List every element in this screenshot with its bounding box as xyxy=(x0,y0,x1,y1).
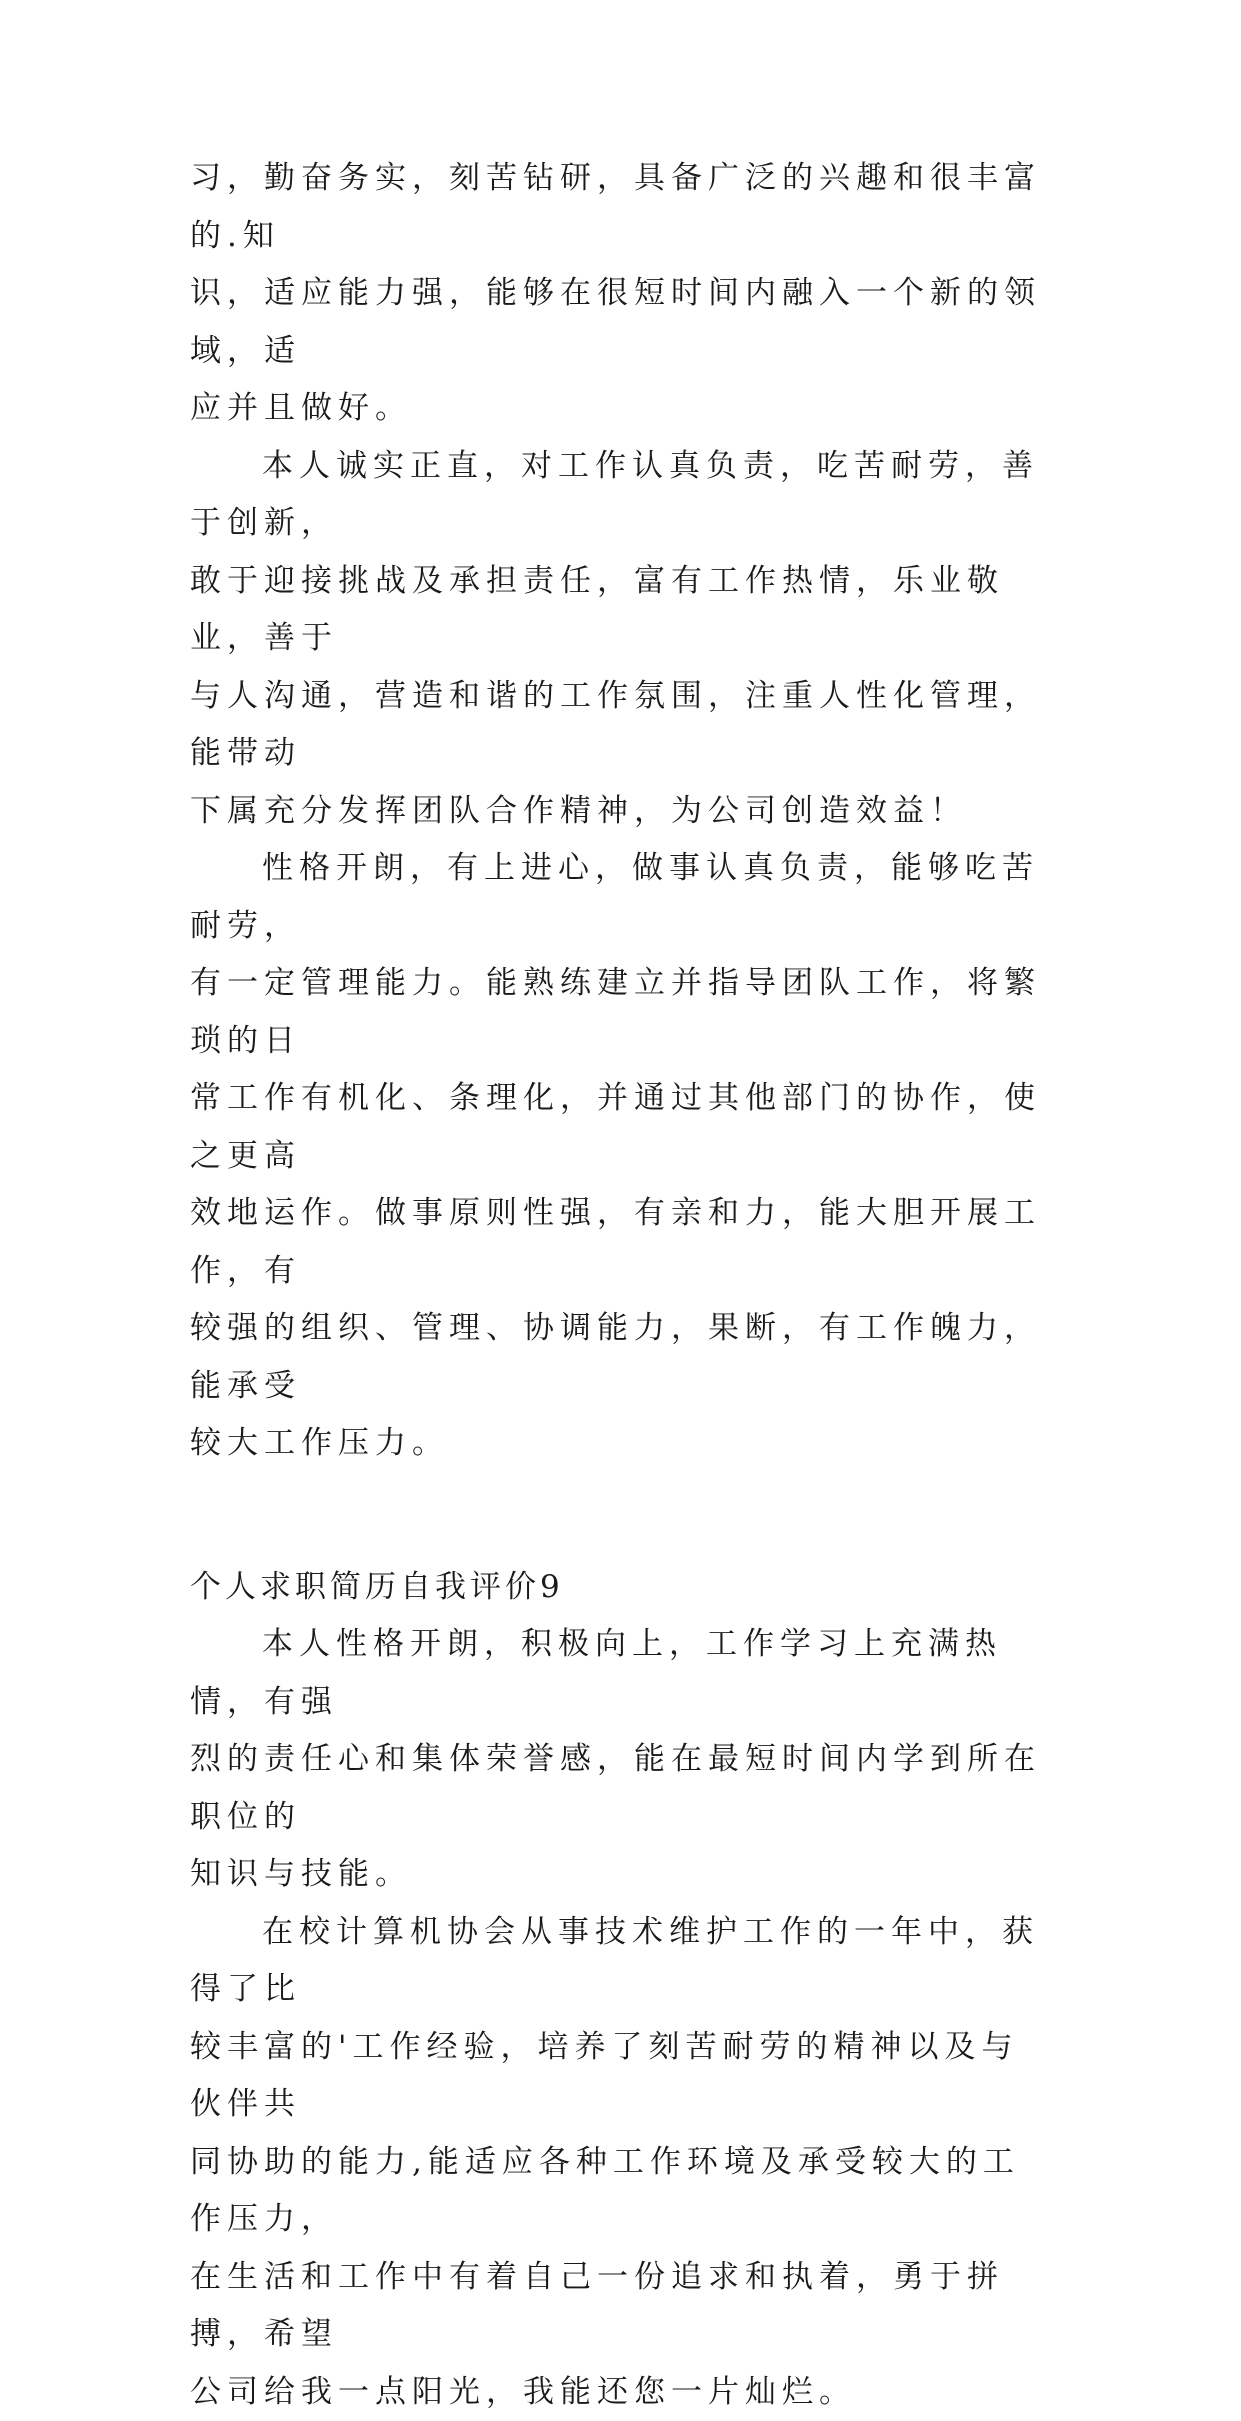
section-title: 个人求职简历自我评价9 xyxy=(190,1559,1050,1617)
paragraph-5: 在校计算机协会从事技术维护工作的一年中，获得了比 较丰富的'工作经验，培养了刻苦耐劳的精神以及与伙伴共 同协助的能力,能适应各种工作环境及承受较大的工作压力， 在生活和工作中有着自己一份追求和执着，勇于拼搏，希望 公司给我一点阳光，我能还您一片灿烂。 xyxy=(190,1904,1050,2421)
paragraph-3: 性格开朗，有上进心，做事认真负责，能够吃苦耐劳， 有一定管理能力。能熟练建立并指导团队工作，将繁琐的日 常工作有机化、条理化，并通过其他部门的协作，使之更高 效地运作。做事原则性强，有亲和力，能大胆开展工作，有 较强的组织、管理、协调能力，果断，有工作魄力，能承受 较大工作压力。 xyxy=(190,840,1050,1473)
paragraph-2: 本人诚实正直，对工作认真负责，吃苦耐劳，善于创新， 敢于迎接挑战及承担责任，富有工作热情，乐业敬业，善于 与人沟通，营造和谐的工作氛围，注重人性化管理，能带动 下属充分发挥团队合作精神，为公司创造效益！ xyxy=(190,438,1050,841)
paragraph-4: 本人性格开朗，积极向上，工作学习上充满热情，有强 烈的责任心和集体荣誉感，能在最短时间内学到所在职位的 知识与技能。 xyxy=(190,1616,1050,1904)
paragraph-1: 习，勤奋务实，刻苦钻研，具备广泛的兴趣和很丰富的.知 识，适应能力强，能够在很短时间内融入一个新的领域，适 应并且做好。 xyxy=(190,150,1050,438)
section-spacer xyxy=(190,1473,1050,1559)
document-body xyxy=(190,150,1050,2421)
